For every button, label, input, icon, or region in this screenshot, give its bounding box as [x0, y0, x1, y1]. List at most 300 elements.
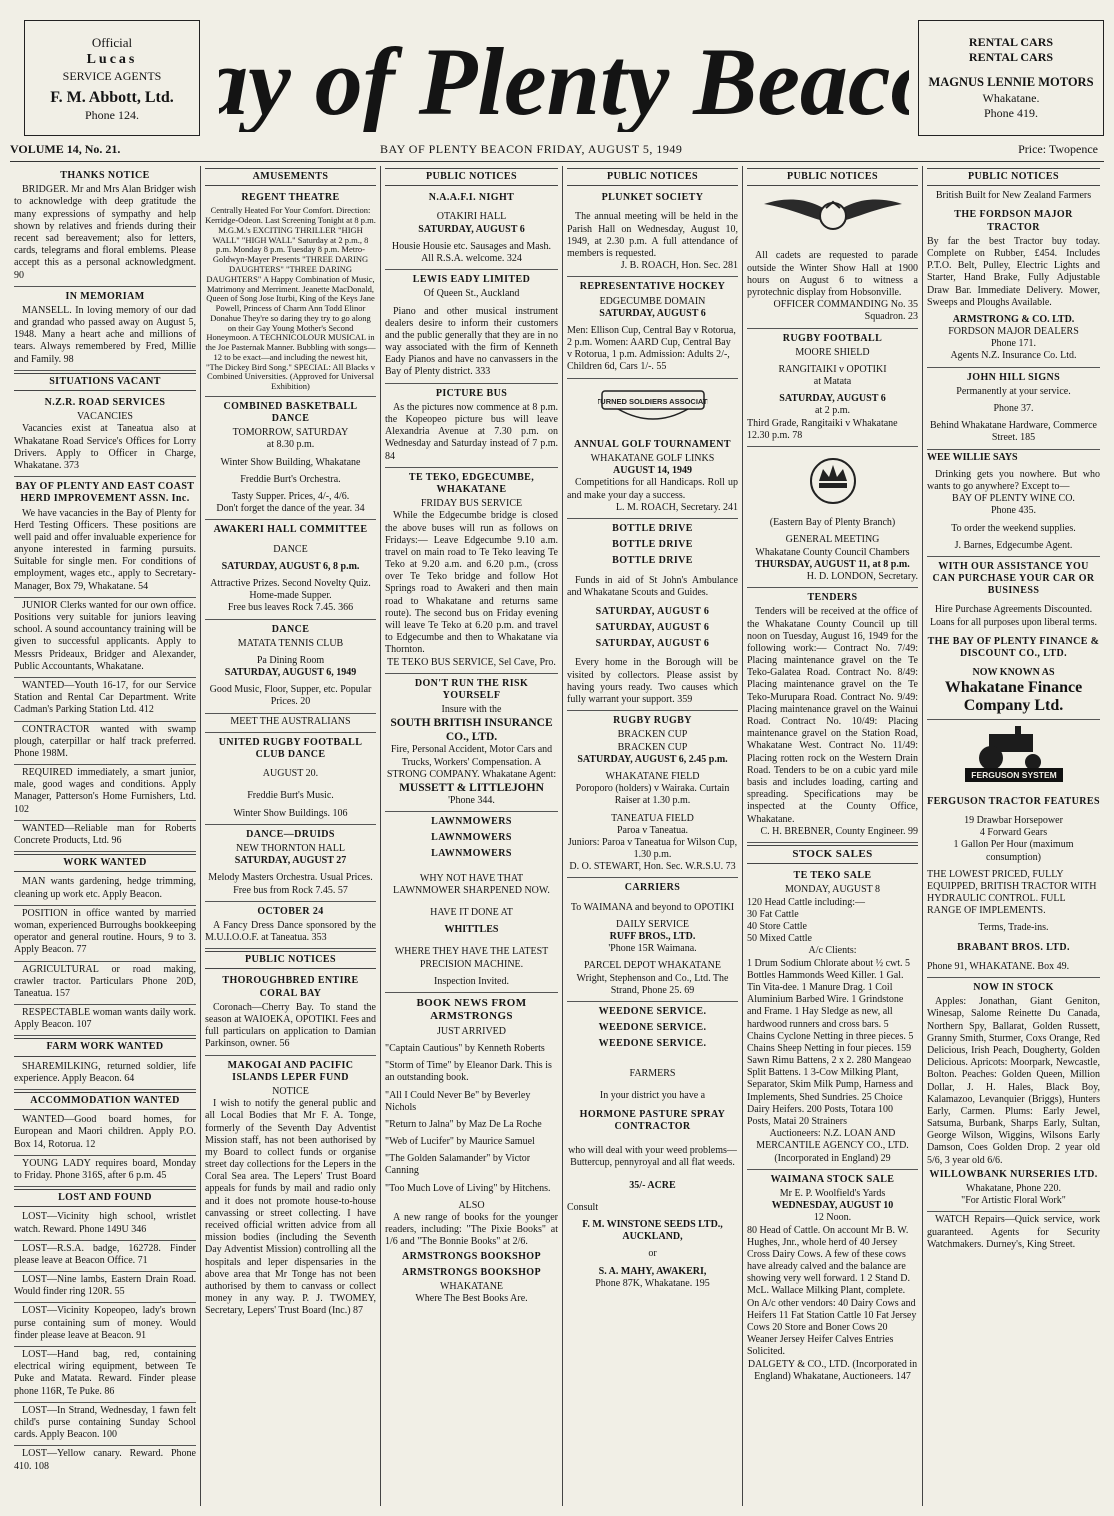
line: OTAKIRI HALL	[436, 211, 507, 223]
notice-text: Tenders will be received at the office of the Whakatane County Council up till noon on Tuesday, August 16, 1949 for the following work:— Contract No. 7/49: Placing maintenance gravel on the Te Teko-Galatea Road. Contract No. 8/49: Placing maintenance gravel on the Te Teko-Murupara Road. Contract No. 9/49: Placing maintenance gravel on the Wainui Road. Contract No. 10/49: Placing maintenance gravel on the Station Road, Whakatane West. Contract No. 11/49: Placing rotten rock on the Western Drain Road. Tenders to be on a cubic yard mile basis and includes loading, carting and spreading. Specifications may be inspected at the County Office, Whakatane.	[747, 606, 918, 825]
line: Housie Housie etc. Sausages and Mash. All R.S.A. welcome. 324	[391, 240, 552, 264]
heading: AWAKERI HALL COMMITTEE	[213, 524, 368, 536]
book-listing: "Storm of Time" by Eleanor Dark. This is an outstanding book.	[385, 1060, 552, 1084]
heading: GENERAL MEETING	[785, 534, 880, 546]
nzr-notice	[14, 393, 196, 477]
subheading: FRIDAY BUS SERVICE	[420, 498, 523, 510]
classified	[14, 1209, 196, 1240]
rugby-moore-shield	[747, 329, 918, 448]
line: Free bus from Rock 7.45. 57	[233, 884, 348, 896]
line: Terms, Trade-ins.	[978, 922, 1049, 934]
column-2	[200, 166, 380, 1506]
notice-text: POSITION in office wanted by married woman, experienced Burroughs bookkeeping operator and general routine. Hours, 9 to 3. Apply Beacon. 77	[14, 907, 196, 956]
finance-company	[927, 557, 1100, 720]
tractor-icon	[959, 724, 1069, 784]
heading: LEWIS EADY LIMITED	[412, 274, 531, 286]
notice-text: 1 Drum Sodium Chlorate about ½ cwt. 5 Bottles Hammonds Weed Killer. 1 Gal. Tin Vita-dee. 1 Manure Drag. 1 Coil Aluminium Barbed Wire. 1 Grindstone and Frame. 1 Hay Sledge as new, all hardwood runners and cross bars. 5 Chains Cyclone Netting in three pieces. 5 Chains Sheep Netting in four pieces. 159 Sawn Rimu Battens, 2 x 2. 280 Mangeao Split Battens. 1 3-Cow Milking Plant, Separator, Skim Milk Pump, Harness and Implements, Shed Sundries. 25 Choice Dairy Heifers. 200 Posts, Totara 100 Posts, Matai 20 Strainers	[747, 957, 914, 1128]
notice-text: WATCH Repairs—Quick service, work guaranteed. Agents for Security Watchmakers. Durney's, King Street.	[927, 1214, 1100, 1250]
notice-text: Centrally Heated For Your Comfort. Direction: Kerridge-Odeon. Last Screening Tonight at 8 p.m. M.G.M.'s EXCITING THRILLER "HIGH WALL" "HIGH WALL" Saturday at 2 p.m., 8 p.m. Monday 8 p.m. Tuesday 8 p.m. Metro-Goldwyn-Mayer Presents "THREE DARING DAUGHTERS" "THREE DARING DAUGHTERS" A Happy Combination of Music, Matrimony and Merriment. Jeanette MacDonald, Queen of Song Jose Iturbi, King of the Keys Jane Powell, Princess of Charm Ann Todd Elinor Donahue They're so daring they try to go along on their Gay Young Mother's Second Honeymoon. A TECHNICOLOUR MUSICAL in the Joe Pasternak Manner. Bubbling with songs—12 to be exact—and including the newest hit, "The Dickey Bird Song." SPECIAL: All Blacks v Combined Universities. (Approved for Universal Exhibition)	[205, 205, 376, 392]
heading: WEEDONE SERVICE.	[598, 1038, 707, 1050]
line: Inspection Invited.	[434, 975, 509, 987]
heading: COMBINED BASKETBALL DANCE	[223, 400, 358, 425]
book-listing: "The Golden Salamander" by Victor Canning	[385, 1153, 531, 1177]
box-line: Lucas	[86, 52, 138, 68]
section-heading: PUBLIC NOTICES	[747, 168, 918, 186]
book-listing: "Captain Cautious" by Kenneth Roberts	[385, 1042, 545, 1054]
masthead	[14, 14, 1104, 138]
air-force-wings-icon	[758, 190, 908, 240]
armstrongs-books	[385, 993, 558, 1309]
line: PARCEL DEPOT WHAKATANE	[584, 960, 721, 972]
line: at 8.30 p.m.	[266, 439, 315, 451]
notice-text: MAN wants gardening, hedge trimming, cleaning up work etc. Apply Beacon.	[14, 876, 196, 900]
section-heading: AMUSEMENTS	[205, 168, 376, 186]
notice-text: While the Edgecumbe bridge is closed the above buses will run as follows on Fridays:— Leave Edgecumbe 9.10 a.m. travel on main road to Te Teko leaving Te Teko at 9.20 a.m. and 6.20 p.m., (cross over Te Teko bridge and follow Hot Springs road to Awakeri and then main road to Whakatane and returns same route). The second bus on Friday evening will leave Te Teko at 6.20 p.m. and travel to Edgecumbe and then to Whakatane via Thornton.	[385, 510, 558, 656]
line: SATURDAY, AUGUST 6	[599, 307, 706, 319]
line: Permanently at your service.	[956, 385, 1071, 397]
volume-number: VOLUME 14, No. 21.	[10, 142, 121, 156]
tenders	[747, 588, 918, 843]
line: (Eastern Bay of Plenty Branch)	[769, 517, 896, 529]
line: Pa Dining Room	[256, 654, 325, 666]
classified	[14, 1156, 196, 1187]
heading: WEEDONE SERVICE.	[598, 1022, 707, 1034]
line: Freddie Burt's Music.	[247, 790, 334, 802]
box-line: SERVICE AGENTS	[62, 68, 162, 83]
notice-text: WANTED—Youth 16-17, for our Service Station and Rental Car Department. Write Cadman's Parking Station Ltd. 412	[14, 679, 196, 716]
line: WHAKATANE FIELD	[605, 770, 700, 782]
notice-text: Vacancies exist at Taneatua also at Whakatane Road Service's Offices for Lorry Drivers. Apply to Officer in Charge, Whakatane. 373	[14, 423, 196, 471]
book-listing: "Web of Lucifer" by Maurice Samuel	[385, 1136, 535, 1148]
line: Fire, Personal Accident, Motor Cars and Trucks, Workers' Compensation. A STRONG COMPANY. Whakatane Agent:	[386, 744, 557, 780]
column-6	[922, 166, 1104, 1506]
company-name: SOUTH BRITISH INSURANCE CO., LTD.	[390, 717, 553, 744]
heading: TENDERS	[807, 592, 858, 604]
heading: HORMONE PASTURE SPRAY CONTRACTOR	[579, 1108, 726, 1133]
teko-bus-service	[385, 468, 558, 674]
heading: THOROUGHBRED ENTIRE CORAL BAY	[222, 975, 359, 999]
heading: FERGUSON TRACTOR FEATURES	[927, 795, 1100, 807]
line: TANEATUA FIELD	[611, 812, 694, 824]
line: RANGITAIKI v OPOTIKI	[778, 363, 887, 375]
line: 12 Noon.	[813, 1212, 852, 1224]
classified	[14, 1272, 196, 1303]
matata-dance	[205, 620, 376, 714]
column-1	[10, 166, 200, 1506]
notice-text: LOST—Nine lambs, Eastern Drain Road. Would finder ring 120R. 55	[14, 1274, 196, 1298]
line: at 2 p.m.	[815, 405, 850, 417]
heading: JOHN HILL SIGNS	[966, 371, 1061, 383]
box-line: Phone 124.	[85, 107, 139, 122]
heading: ANNUAL GOLF TOURNAMENT	[574, 438, 731, 450]
heading: PLUNKET SOCIETY	[601, 192, 704, 204]
rsa-emblem	[567, 383, 738, 431]
section-heading: WORK WANTED	[14, 854, 196, 872]
line: ALSO	[458, 1199, 485, 1211]
line: Attractive Prizes. Second Novelty Quiz. Home-made Supper.	[210, 577, 371, 602]
line: MOORE SHIELD	[795, 346, 870, 358]
agent-name: MUSSETT & LITTLEJOHN	[399, 781, 544, 794]
classified	[14, 1005, 196, 1036]
heading: SATURDAY, AUGUST 6	[595, 638, 710, 650]
line: British Built for New Zealand Farmers	[935, 190, 1092, 202]
lucas-agents-box	[24, 20, 200, 136]
heading: WITH OUR ASSISTANCE YOU CAN PURCHASE YOUR CAR OR BUSINESS	[932, 560, 1095, 597]
price: 35/- ACRE	[629, 1179, 676, 1191]
heading: DANCE	[271, 623, 310, 635]
line: 'Phone 344.	[448, 794, 495, 806]
rsa-badge-icon	[598, 383, 708, 427]
classified	[14, 765, 196, 821]
golf-tournament	[567, 435, 738, 519]
line: DANCE	[273, 543, 308, 555]
line: Wright, Stephenson and Co., Ltd. The Strand, Phone 25. 69	[576, 972, 729, 996]
heading: RUGBY FOOTBALL	[782, 332, 883, 344]
classified	[14, 1059, 196, 1090]
notice-text: REQUIRED immediately, a smart junior, male, good wages and conditions. Apply Manager, Patterson's Home Furnishers, Ltd. 102	[14, 767, 196, 815]
book-listing: "Return to Jalna" by Maz De La Roche	[385, 1118, 542, 1130]
line: SATURDAY, AUGUST 27	[234, 855, 347, 867]
section-heading: SITUATIONS VACANT	[14, 373, 196, 391]
badge-text: URNED SOLDIERS ASSOCIAT	[599, 396, 707, 406]
heading: BRABANT BROS. LTD.	[957, 941, 1070, 953]
line: Winter Show Buildings. 106	[233, 807, 348, 819]
price: Price: Twopence	[1018, 142, 1098, 156]
line: EDGECUMBE DOMAIN	[599, 295, 706, 307]
section-heading: PUBLIC NOTICES	[385, 168, 558, 186]
notice-text: Competitions for all Handicaps. Roll up and make your day a success.	[567, 477, 738, 501]
herd-notice	[14, 477, 196, 598]
subheading: Of Queen St., Auckland	[423, 288, 520, 300]
weedone-service	[567, 1002, 738, 1294]
line: Juniors: Paroa v Taneatua for Wilson Cup, 1.30 p.m.	[567, 836, 738, 861]
line: Good Music, Floor, Supper, etc. Popular Prices. 20	[209, 684, 372, 708]
line: Don't forget the dance of the year. 34	[216, 503, 365, 515]
line: 30 Fat Cattle	[747, 908, 799, 920]
notice-text: Apples: Jonathan, Giant Geniton, Winesap, Salome Reinette Du Canada, Northern Spy, Ballarat, Golden Russett, Granny Smith, Sturmer, Coxs Orange, Red Delicious, Irish Peach, Dougherty, Golden Delicious. Apricots: Moorpark, Newcastle, Bolton. Peaches: Golden Queen, Million Dollar, J. H. Hales, Black Boy, Kalamazoo, Levanquier (Briggs), Hunters Early, Carmen. Plums: Early Jewel, Satsuma, Burbank, Sharps Early, Sultan, George Wilson, Wiggins, Wilsons Early Damson, Coes Golden Drop. 2 year old 5/6, 3 year old 6/6.	[927, 996, 1100, 1166]
line: Insure with the	[441, 704, 502, 716]
october-dance	[205, 902, 376, 950]
classified	[14, 678, 196, 722]
notice-text: LOST—Vicinity Kopeopeo, lady's brown purse containing sum of money. Would finder please leave at Beacon. 91	[14, 1305, 196, 1341]
title-text: y of Plenty Beac	[248, 28, 891, 132]
line: Agents N.Z. Insurance Co. Ltd.	[950, 350, 1077, 362]
line: AUGUST 20.	[262, 768, 319, 780]
line: Freddie Burt's Orchestra.	[240, 473, 341, 485]
classified	[14, 1347, 196, 1403]
bottle-drive	[567, 519, 738, 711]
teko-sale	[747, 866, 918, 1170]
heading: PICTURE BUS	[435, 387, 508, 399]
crown-emblem	[747, 451, 918, 511]
section-heading: LOST AND FOUND	[14, 1189, 196, 1207]
heading: THANKS NOTICE	[60, 170, 150, 181]
line: Whakatane, Phone 220.	[966, 1183, 1061, 1194]
line: Free bus leaves Rock 7.45. 366	[227, 602, 354, 614]
line: SATURDAY, AUGUST 6, 8 p.m.	[221, 560, 360, 572]
coral-bay	[205, 971, 376, 1055]
notice-text: A new range of books for the younger readers, including: "The Pixie Books" at 1/6 and "The Bonnie Books" at 2/6.	[385, 1212, 558, 1248]
line: WHAKATANE GOLF LINKS	[590, 453, 715, 464]
notice-text: I wish to notify the general public and all Local Bodies that Mr F. A. Tonge, formerly of the Seventh Day Adventist Mission staff, has not been authorised by my Board to collect funds or organise street day collections for the Lepers in the Coral Sea area. The Lepers' Trust Board appeals for funds by mail and radio only and it does not promote house-to-house canvassing or street collecting. I have received official written advice from all mission bodies (including the Seventh Day Adventist Mission) controlling all the hospitals and leper dispensaries in the above area that Mr Tonge has not been authorised by them to canvass or collect money in any way. P. J. TWOMEY, Secretary, Lepers' Trust Board (Inc.) 87	[205, 1098, 376, 1317]
notice-text: Phone 91, WHAKATANE. Box 49.	[927, 960, 1070, 972]
heading: SATURDAY, AUGUST 6	[595, 622, 710, 634]
heading: WAIMANA STOCK SALE	[770, 1173, 895, 1185]
heading: TE TEKO, EDGECUMBE, WHAKATANE	[408, 471, 535, 495]
line: 120 Head Cattle including:—	[747, 896, 866, 908]
notice-text: LOST—Hand bag, red, containing electrical wiring equipment, between Te Puke and Matata. Reward. Finder please phone 116R, Te Puke. 86	[14, 1349, 196, 1397]
heading: N.Z.R. ROAD SERVICES	[44, 397, 166, 408]
line: or	[648, 1248, 657, 1260]
classified	[14, 874, 196, 905]
heading: REPRESENTATIVE HOCKEY	[579, 281, 726, 293]
line: WHITTLES	[444, 924, 499, 936]
lewis-eady	[385, 270, 558, 384]
general-meeting	[747, 515, 918, 588]
classified	[14, 1241, 196, 1272]
box-line: Whakatane.	[982, 90, 1040, 105]
notice-text: LOST—R.S.A. badge, 162728. Finder please leave at Beacon Office. 71	[14, 1242, 196, 1266]
leper-fund	[205, 1056, 376, 1322]
notice-text: YOUNG LADY requires board, Monday to Friday. Phone 316S, after 6 p.m. 45	[14, 1157, 196, 1181]
line: TOMORROW, SATURDAY	[232, 427, 349, 439]
title-lettering	[219, 22, 909, 132]
insurance-ad	[385, 674, 558, 812]
heading: LAWNMOWERS	[431, 816, 512, 828]
ferguson-tractor-ad	[927, 792, 1100, 978]
naafi-night	[385, 188, 558, 270]
company-name: Whakatane Finance Company Ltd.	[944, 679, 1083, 714]
subheading: VACANCIES	[77, 411, 133, 423]
classified	[14, 906, 196, 962]
box-line: RENTAL CARS	[968, 50, 1054, 64]
line: Winter Show Building, Whakatane	[220, 456, 361, 468]
ferguson-tractor-illustration	[927, 724, 1100, 788]
line: HAVE IT DONE AT	[430, 907, 513, 919]
line: J. Barnes, Edgecumbe Agent.	[954, 539, 1073, 551]
notice-text: We have vacancies in the Bay of Plenty for Herd Testing Officers. These positions are well paid and offer invaluable experience for anyone interested in farming pursuits. Suitable for single men. For conditions of employment, wages etc., apply to Secretary-Manager, Box 79, Whakatane. 54	[14, 507, 196, 592]
line: Paroa v Taneatua.	[616, 824, 689, 836]
basketball-dance	[205, 397, 376, 521]
classified	[14, 1303, 196, 1347]
heading: DANCE—DRUIDS	[246, 828, 335, 840]
line: Consult	[567, 1201, 599, 1213]
line: Tasty Supper. Prices, 4/-, 4/6.	[231, 491, 350, 503]
heading: LAWNMOWERS	[431, 832, 512, 844]
box-line: Official	[91, 35, 133, 50]
notice-text: SHAREMILKING, returned soldier, life experience. Apply Beacon. 64	[14, 1060, 196, 1084]
section-heading: STOCK SALES	[747, 845, 918, 864]
line: F. M. WINSTONE SEEDS LTD., AUCKLAND,	[582, 1219, 723, 1243]
classified	[14, 962, 196, 1006]
heading: THE BAY OF PLENTY FINANCE & DISCOUNT CO., LTD.	[927, 635, 1100, 659]
notice-text: JUNIOR Clerks wanted for our own office. Positions very suitable for juniors leaving school. A sound accountancy training will be given to successful applicants. Apply to Messrs Prideaux, Bridger and Alexander, Public Accountants, Whakatane.	[14, 599, 196, 672]
notice-text: who will deal with your weed problems—Buttercup, pennyroyal and all flat weeds.	[568, 1145, 737, 1169]
section-heading: PUBLIC NOTICES	[927, 168, 1100, 186]
line: To WAIMANA and beyond to OPOTIKI	[570, 901, 735, 913]
signature: TE TEKO BUS SERVICE, Sel Cave, Pro.	[387, 656, 556, 668]
newspaper-title	[219, 22, 909, 132]
signature: J. B. ROACH, Hon. Sec. 281	[620, 260, 738, 272]
heading: BOOK NEWS FROM ARMSTRONGS	[416, 996, 527, 1023]
notice-text: WANTED—Reliable man for Roberts Concrete Products, Ltd. 96	[14, 822, 196, 846]
line: Phone 37.	[993, 403, 1034, 414]
heading: UNITED RUGBY FOOTBALL CLUB DANCE	[218, 736, 363, 761]
line: SATURDAY, AUGUST 6, 2.45 p.m.	[577, 753, 728, 765]
notice-text: 80 Head of Cattle. On account Mr B. W. Hughes, Jnr., whole herd of 40 Jersey Cross Dairy Cows. A few of these cows have already calved and the balance are showing very well forward. 1 2 Stand D. McL. Wallace Milking Plant, complete. On A/c other vendors: 40 Dairy Cows and Heifers 11 Fat Station Cattle 10 Fat Jersey Cows 20 Store and Boner Cows 20 Weaner Jersey Heifer Calves Entries Solicited.	[747, 1224, 917, 1358]
picture-bus	[385, 384, 558, 468]
line: Phone 87K, Whakatane. 195	[595, 1277, 710, 1289]
line: MATATA TENNIS CLUB	[237, 637, 344, 649]
line: AUGUST 14, 1949	[613, 465, 692, 477]
section-heading: ACCOMMODATION WANTED	[14, 1092, 196, 1110]
line: WEDNESDAY, AUGUST 10	[771, 1200, 894, 1212]
book-listing: "All I Could Never Be" by Beverley Nichols	[385, 1089, 531, 1113]
heading: THE FORDSON MAJOR TRACTOR	[954, 209, 1073, 233]
heading: NOW IN STOCK	[973, 982, 1054, 993]
lawnmowers-ad	[385, 812, 558, 993]
line: WHY NOT HAVE THAT LAWNMOWER SHARPENED NOW.	[393, 872, 550, 896]
line: 1 Gallon Per Hour (maximum consumption)	[953, 839, 1074, 863]
line: NEW THORNTON HALL	[236, 842, 345, 854]
heading: WEEDONE SERVICE.	[598, 1005, 707, 1017]
notice-text: Men: Ellison Cup, Central Bay v Rotorua, 2 p.m. Women: AARD Cup, Central Bay v Rotorua, 1 p.m. Admission: Adults 2/-, Children 6d, Cars 1/-. 55	[567, 324, 736, 373]
notice-text: Funds in aid of St John's Ambulance and Whakatane Scouts and Guides.	[567, 574, 738, 598]
subheading: JUST ARRIVED	[437, 1025, 506, 1037]
line: SATURDAY, AUGUST 6	[779, 393, 886, 405]
subheading: NOTICE	[272, 1085, 309, 1097]
notice-text: BRIDGER. Mr and Mrs Alan Bridger wish to acknowledge with deep gratitude the many expressions of sympathy and help shown by relatives and friends during their recent sad bereavement; also for letters, cards, telegrams and floral emblems. Please accept this as a personal acknowledgment. 90	[14, 184, 196, 281]
fordson-tractor-ad	[927, 188, 1100, 367]
notice-text: All cadets are requested to parade outside the Winter Show Hall at 1900 hours on August 6 to witness a pyrotechnic display from Hobsonville.	[747, 250, 918, 298]
line: Phone 435.	[991, 505, 1036, 517]
notice-text: CONTRACTOR wanted with swamp plough, caterpillar or half track preferred. Phone 198M.	[14, 723, 196, 759]
notice-text: THE LOWEST PRICED, FULLY EQUIPPED, BRITISH TRACTOR WITH HYDRAULIC CONTROL. FULL RANGE OF IMPLEMENTS.	[927, 868, 1097, 917]
heading: SATURDAY, AUGUST 6	[595, 605, 710, 617]
heading: LAWNMOWERS	[431, 848, 512, 860]
classified	[14, 1403, 196, 1447]
heading: TE TEKO SALE	[793, 870, 872, 882]
heading: WILLOWBANK NURSERIES LTD.	[929, 1168, 1098, 1180]
box-line: MAGNUS LENNIE MOTORS	[928, 75, 1094, 89]
line: 4 Forward Gears	[979, 827, 1048, 839]
heading: IN MEMORIAM	[65, 290, 145, 302]
heading: DON'T RUN THE RISK YOURSELF	[414, 677, 529, 701]
line: Phone 171.	[991, 338, 1036, 350]
line: Whakatane County Council Chambers	[755, 546, 910, 558]
notice-text: Every home in the Borough will be visited by collectors. Please assist by having yours ready. Two causes which fully warrant your support. 359	[567, 657, 738, 705]
line: RUFF BROS., LTD.	[609, 931, 696, 942]
signature: Auctioneers: N.Z. LOAN AND MERCANTILE AGENCY CO., LTD. (Incorporated in England) 29	[756, 1128, 909, 1164]
heading: BOTTLE DRIVE	[612, 522, 693, 534]
classified	[14, 722, 196, 766]
line: To order the weekend supplies.	[951, 522, 1076, 534]
notice-text: RESPECTABLE woman wants daily work. Apply Beacon. 107	[14, 1007, 196, 1031]
line: MEET THE AUSTRALIANS	[230, 715, 351, 727]
line: BRACKEN CUP	[617, 741, 688, 753]
columns	[10, 166, 1104, 1506]
dateline	[10, 140, 1104, 162]
line: 40 Store Cattle	[747, 921, 807, 933]
badge-text: FERGUSON SYSTEM	[970, 769, 1057, 780]
line: ARMSTRONG & CO. LTD.	[952, 313, 1075, 325]
druids-dance	[205, 825, 376, 902]
notice-text: The annual meeting will be held in the Parish Hall on Wednesday, August 10, 1949, at 2.30 p.m. A full attendance of members is requested.	[567, 211, 738, 259]
heading: MAKOGAI AND PACIFIC ISLANDS LEPER FUND	[227, 1059, 354, 1083]
line: A/c Clients:	[808, 945, 857, 957]
line: MONDAY, AUGUST 8	[784, 884, 881, 896]
signature: D. O. STEWART, Hon. Sec. W.R.S.U. 73	[569, 861, 736, 873]
heading: N.A.A.F.I. NIGHT	[428, 192, 515, 204]
box-line: RENTAL CARS	[968, 35, 1054, 49]
heading: BOTTLE DRIVE	[612, 555, 693, 567]
notice-text: Coronach—Cherry Bay. To stand the season at WAIOEKA, OPOTIKI. Fees and full particulars on application to Damian Parkinson, owner. 56	[205, 1001, 376, 1050]
notice-text: LOST—Yellow canary. Reward. Phone 410. 108	[14, 1448, 196, 1472]
crown-badge-icon	[803, 451, 863, 507]
rnzaf-emblem	[747, 190, 918, 244]
line: "For Artistic Floral Work"	[961, 1195, 1066, 1207]
notice-text: As the pictures now commence at 8 p.m. the Kopeopeo picture bus will leave Alexandria Avenue at 7.30 p.m. on Wednesday and Saturday instead of 7 p.m. 84	[385, 401, 558, 462]
heading: CARRIERS	[624, 882, 681, 894]
awakeri-dance	[205, 520, 376, 619]
heading: BAY OF PLENTY AND EAST COAST HERD IMPROVEMENT ASSN. Inc.	[15, 481, 195, 505]
signature: L. M. ROACH, Secretary. 241	[615, 501, 738, 513]
column-5	[742, 166, 922, 1506]
line: NOW KNOWN AS	[972, 667, 1055, 679]
classified	[14, 1446, 196, 1476]
line: at Matata	[813, 376, 852, 388]
heading: REGENT THEATRE	[241, 192, 340, 204]
classified	[14, 1112, 196, 1156]
signature: C. H. BREBNER, County Engineer. 99	[760, 825, 918, 837]
signature: OFFICER COMMANDING No. 35 Squadron. 23	[773, 299, 918, 323]
notice-text: Piano and other musical instrument dealers desire to inform their customers and the public generally that they are in no way associated with the firm of Kenneth Eady Pianos and have no canvassers in the Bay of Plenty district. 333	[385, 305, 558, 378]
united-rugby-dance	[205, 733, 376, 825]
section-heading: PUBLIC NOTICES	[567, 168, 738, 186]
heading: RUGBY RUGBY	[613, 715, 692, 727]
issue-date: BAY OF PLENTY BEACON FRIDAY, AUGUST 5, 1949	[380, 142, 683, 156]
line: 19 Drawbar Horsepower	[964, 814, 1063, 826]
line: WHAKATANE	[439, 1280, 504, 1292]
notice-text: LOST—In Strand, Wednesday, 1 fawn felt child's purse containing Sunday School cards. Apply Beacon. 100	[14, 1404, 196, 1441]
column-3	[380, 166, 562, 1506]
line: S. A. MAHY, AWAKERI,	[598, 1265, 707, 1277]
book-listing: "Too Much Love of Living" by Hitchens.	[385, 1182, 551, 1194]
line: BRACKEN CUP	[617, 729, 688, 741]
notice-text: Poroporo (holders) v Wairaka. Curtain Raiser at 1.30 p.m.	[575, 783, 730, 807]
line: SATURDAY, AUGUST 6, 1949	[224, 667, 357, 679]
line: Mr E. P. Woolfield's Yards	[779, 1187, 886, 1199]
cadets-notice	[747, 248, 918, 328]
column-4	[562, 166, 742, 1506]
waimana-sale	[747, 1170, 918, 1387]
line: WHERE THEY HAVE THE LATEST PRECISION MACHINE.	[394, 946, 549, 970]
box-line: F. M. Abbott, Ltd.	[50, 88, 174, 106]
heading: WEE WILLIE SAYS	[927, 451, 1018, 463]
line: Melody Masters Orchestra. Usual Prices.	[208, 872, 373, 884]
thanks-notice	[14, 166, 196, 287]
john-hill-signs	[927, 368, 1100, 450]
memoriam-notice	[14, 287, 196, 371]
notice-text: WANTED—Good board homes, for European and Maori children. Apply P.O. Box 14, Rotorua. 12	[14, 1114, 196, 1150]
notice-text: Drinking gets you nowhere. But who wants to go anywhere? Except to—	[927, 468, 1100, 492]
rugby-bracken-cup	[567, 711, 738, 878]
line: 50 Mixed Cattle	[747, 933, 812, 945]
classified	[14, 821, 196, 852]
line: FORDSON MAJOR DEALERS	[948, 326, 1079, 338]
plunket-society	[567, 188, 738, 277]
line: THURSDAY, AUGUST 11, at 8 p.m.	[755, 558, 910, 570]
